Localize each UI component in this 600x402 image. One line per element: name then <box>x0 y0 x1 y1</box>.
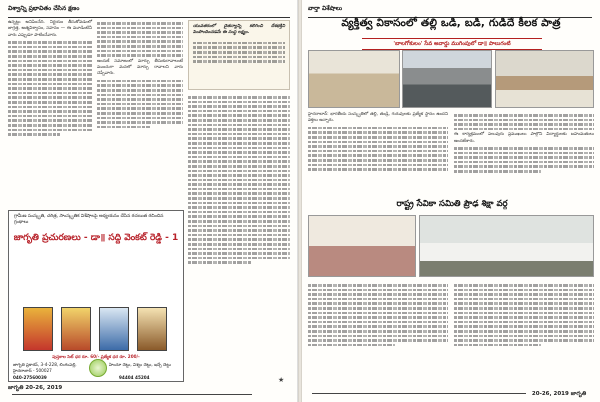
left-page <box>0 0 298 402</box>
ad-address-left: జాగృతి ప్రకాశన్, 3-4-228, లింగంపల్లి, హైదరాబాద్ - 500027 <box>13 362 77 373</box>
sevika-photo-speaker <box>308 215 416 277</box>
book-cover-1 <box>23 307 53 351</box>
article-column-1 <box>308 112 448 173</box>
right-folio-date: 20-26, 2019 <box>531 391 569 397</box>
left-running-head <box>8 5 290 16</box>
right-folio-title: జాగృతి <box>570 391 587 397</box>
right-running-head-text: వార్తా విశేషాలు <box>308 5 343 12</box>
ad-header-text: గ్రామీణ సంస్కృతి, చరిత్ర, సాంస్కృతిక విశేషాలపై అధ్యయనం చేసిన రచయిత రచించిన గ్రంథాలు <box>14 214 164 225</box>
left-running-head-text: విశ్వాన్ని ప్రభావితం చేసిన క్షణం <box>8 5 80 12</box>
right-folio <box>308 390 586 398</box>
ad-address-right: హిందూ చెట్టు, విశ్వం చెట్టు, ఇచ్చే చెట్టు <box>109 362 171 367</box>
left-running-head-rule <box>8 17 290 18</box>
event-photo-guests <box>495 50 594 108</box>
ad-phone-left: 040-27560039 <box>13 375 47 380</box>
left-folio <box>8 384 297 398</box>
right-running-head <box>308 5 592 16</box>
right-page <box>302 0 600 402</box>
section-heading-sevika-samiti: రాష్ట్ర సేవికా సమితి ప్రౌఢ శిక్షా వర్గ <box>396 199 508 209</box>
left-column-2-text: అందుకే సమాజంలో మార్పు తీసుకురావాలంటే ముందుగా మనలో మార్పు రావాలని వారు చెప్పేవారు. <box>97 58 183 77</box>
event-photo-stage <box>308 50 400 108</box>
book-cover-4 <box>137 307 167 351</box>
left-folio-title: జాగృతి <box>8 385 24 391</box>
left-column-3 <box>188 94 290 266</box>
book-advertisement <box>8 210 184 382</box>
left-folio-date: 20-26, 2019 <box>25 385 63 391</box>
left-sidebox <box>188 20 290 90</box>
ad-price-line: పుస్తకాల సెట్ ధర రూ. 60/- ప్రత్యేక ధర రూ. 200/- <box>52 354 140 359</box>
article-column-2-text: ఈ కార్యక్రమంలో పలువురు ప్రముఖులు పాల్గొని విద్యార్థులకు బహుమతులు అందజేశారు. <box>454 132 594 144</box>
article-headline: వ్యక్తిత్వ వికాసంలో తల్లి ఒడి, బడి, గుడిదే కీలక పాత్ర <box>341 17 561 29</box>
sevika-column-1 <box>308 282 448 348</box>
sevika-column-2 <box>454 282 594 348</box>
book-cover-2 <box>61 307 91 351</box>
left-column-1-lead: ఉన్నట్టు అనిపించేది. నిర్ణయం తీసుకోవడంలో జాగ్రత్త, ఆత్మవిశ్వాసం, సహనం — ఈ మూడింటినీ వారు ఎప్పుడూ పాటించేవారు. <box>8 20 92 38</box>
left-column-2 <box>97 20 183 130</box>
sevika-photo-participants <box>419 215 594 277</box>
article-subhead: 'బాలగోకులం' సేవ అవార్డు ముగింపులో డా॥ పాలుగంటి <box>362 38 542 50</box>
left-folio-rule <box>12 394 252 395</box>
publisher-logo-icon <box>89 359 107 377</box>
end-star-icon: ★ <box>278 376 285 384</box>
event-photo-audience <box>402 50 492 108</box>
left-sidebox-text: యువతరంలో చైతన్యాన్ని కలిగించి దేశభక్తిని పెంపొందించడమే ఈ సంస్థ లక్ష్యం. <box>193 24 285 36</box>
left-column-1 <box>8 20 92 137</box>
article-column-1-lead: హైదరాబాద్: భారతీయ సంస్కృతిలో తల్లి, తండ్రి, గురువులకు ప్రత్యేక స్థానం ఉందని వక్తలు అన్నారు. <box>308 112 448 124</box>
book-cover-3 <box>99 307 129 351</box>
article-column-2 <box>454 112 594 174</box>
right-folio-rule <box>312 393 526 394</box>
ad-title: జాగృతి ప్రచురణలు - డా॥ సద్ది వెంకట్ రెడ్డి - 1 <box>13 233 179 243</box>
ad-phone-right: 94404 45204 <box>119 375 150 380</box>
